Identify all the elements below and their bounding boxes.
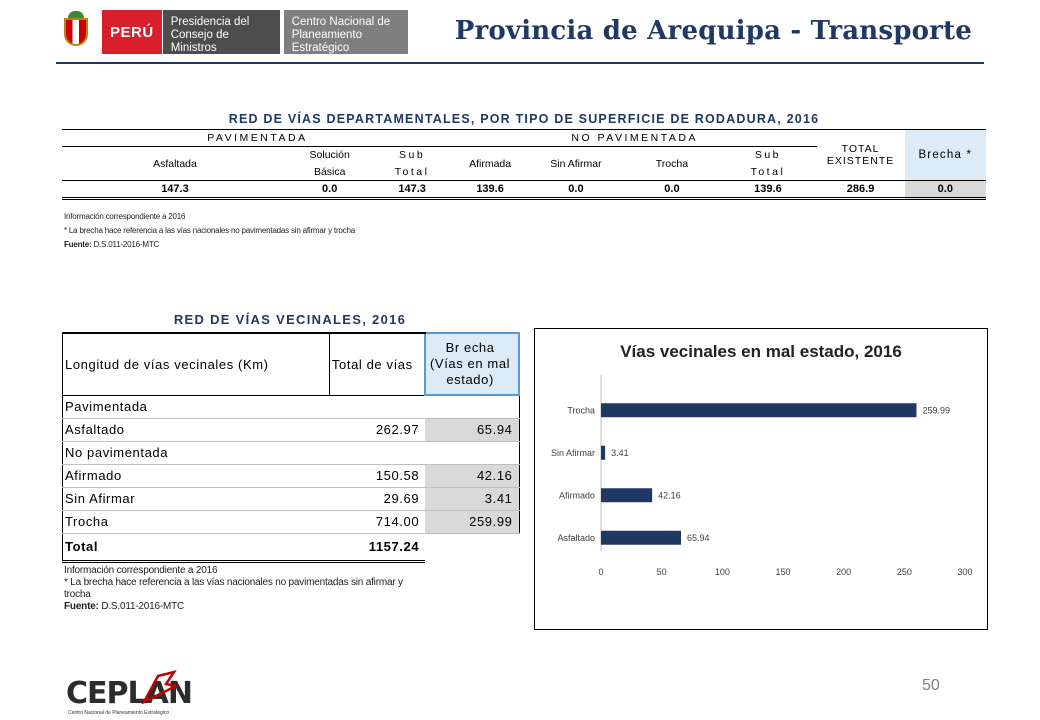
value-solucion-basica: 0.0 [288, 181, 372, 199]
value-subtotal-pavimentada: 147.3 [371, 181, 452, 199]
note-brecha: * La brecha hace referencia a las vías nacionales no pavimentadas sin afirmar y trocha [64, 226, 355, 235]
row-total: 29.69 [329, 487, 425, 510]
basica-header: Básica [313, 165, 346, 178]
subtotal2-sub-header: Sub [754, 149, 782, 162]
pcm-logo-text: Presidencia del Consejo de Ministros [162, 10, 280, 54]
note-source: Fuente: D.S.011-2016-MTC [64, 601, 185, 612]
table1-title: RED DE VÍAS DEPARTAMENTALES, POR TIPO DE SUPERFICIE DE RODADURA, 2016 [228, 112, 820, 126]
table2-notes [64, 565, 414, 613]
asfaltada-header: Asfaltada [153, 157, 197, 170]
table-row [63, 395, 520, 418]
row-brecha: 42.16 [425, 464, 519, 487]
value-subtotal-no-pavimentada: 139.6 [719, 181, 816, 199]
table-total-row [63, 533, 520, 561]
bar-chart [535, 329, 987, 629]
data-label: 259.99 [922, 405, 950, 416]
value-trocha: 0.0 [625, 181, 720, 199]
row-label: Afirmado [63, 464, 330, 487]
value-asfaltada: 147.3 [62, 181, 288, 199]
row-total: 150.58 [329, 464, 425, 487]
note-source: Fuente: D.S.011-2016-MTC [64, 240, 160, 249]
page-title: Provincia de Arequipa - Transporte [454, 16, 972, 46]
table-row [63, 487, 520, 510]
solucion-header: Solución [309, 149, 350, 162]
bar-trocha [601, 403, 916, 417]
subtotal2-total-header: Total [750, 165, 786, 178]
x-tick-label: 50 [656, 567, 667, 577]
x-tick-label: 300 [957, 567, 973, 577]
x-tick-label: 200 [836, 567, 852, 577]
x-tick-label: 0 [598, 567, 604, 577]
table-row [62, 181, 986, 199]
note-brecha: * La brecha hace referencia a las vías nacionales no pavimentadas sin afirmar y trocha [64, 577, 403, 600]
value-sin-afirmar: 0.0 [527, 181, 624, 199]
x-tick-label: 250 [896, 567, 912, 577]
subtotal1-total-header: Total [394, 165, 430, 178]
row-label: Sin Afirmar [63, 487, 330, 510]
note-info: Información correspondiente a 2016 [64, 565, 218, 576]
ceplan-wordmark: CEPLAN [66, 676, 192, 711]
page-number: 50 [922, 677, 940, 694]
value-afirmada: 139.6 [453, 181, 528, 199]
coat-of-arms-icon [56, 10, 96, 52]
category-label: Trocha [567, 405, 595, 416]
brecha-header: Brecha * [905, 130, 986, 181]
note-info: Información correspondiente a 2016 [64, 212, 186, 221]
ceplan-subtitle: Centro Nacional de Planeamiento Estratégico [68, 710, 170, 716]
title-divider [56, 62, 984, 64]
bar-afirmado [601, 488, 652, 502]
no-pavimentada-header: NO PAVIMENTADA [453, 130, 817, 147]
subtotal1-sub-header: Sub [399, 149, 426, 162]
x-tick-label: 100 [714, 567, 730, 577]
bar-asfaltado [601, 531, 681, 545]
row-brecha: 65.94 [425, 418, 519, 441]
col-total-header: Total de vías [329, 333, 425, 395]
category-label: Afirmado [558, 490, 595, 501]
chart-title: Vías vecinales en mal estado, 2016 [620, 342, 902, 361]
table2-title: RED DE VÍAS VECINALES, 2016 [173, 312, 407, 327]
table-row [63, 418, 520, 441]
afirmada-header: Afirmada [469, 157, 512, 170]
row-total: 714.00 [329, 510, 425, 533]
category-label: Sin Afirmar [550, 447, 595, 458]
category-label: Asfaltado [557, 532, 595, 543]
pavimentada-header: PAVIMENTADA [62, 130, 453, 147]
row-brecha: 3.41 [425, 487, 519, 510]
bar-sin-afirmar [601, 446, 605, 460]
departmental-roads-table [62, 129, 986, 200]
table-row [63, 441, 520, 464]
value-total-existente: 286.9 [817, 181, 905, 199]
value-brecha: 0.0 [905, 181, 986, 199]
ceplan-mark-icon [140, 670, 180, 704]
ceplan-logo [66, 670, 192, 718]
col-longitud-header: Longitud de vías vecinales (Km) [63, 333, 330, 395]
header-logos [56, 10, 408, 54]
data-label: 42.16 [658, 490, 681, 501]
trocha-header: Trocha [655, 157, 689, 170]
table-row [63, 464, 520, 487]
sin-afirmar-header: Sin Afirmar [550, 157, 602, 170]
chart-container [534, 328, 988, 630]
total-existente-header: TOTAL EXISTENTE [817, 130, 905, 181]
total-label: Total [63, 533, 330, 561]
row-brecha: 259.99 [425, 510, 519, 533]
x-tick-label: 150 [775, 567, 791, 577]
peru-logo: PERÚ [102, 10, 162, 54]
data-label: 65.94 [687, 532, 710, 543]
data-label: 3.41 [611, 447, 629, 458]
row-label: Asfaltado [63, 418, 330, 441]
row-label: Trocha [63, 510, 330, 533]
row-total: 262.97 [329, 418, 425, 441]
row-label: No pavimentada [63, 441, 330, 464]
col-brecha-header: Br echa (Vías en mal estado) [425, 333, 519, 395]
ceplan-logo-text: Centro Nacional de Planeamiento Estratégico [284, 10, 408, 54]
vecinal-roads-table [62, 332, 520, 563]
row-label: Pavimentada [63, 395, 330, 418]
table-row [63, 510, 520, 533]
table1-notes [64, 210, 355, 252]
total-value: 1157.24 [329, 533, 425, 561]
